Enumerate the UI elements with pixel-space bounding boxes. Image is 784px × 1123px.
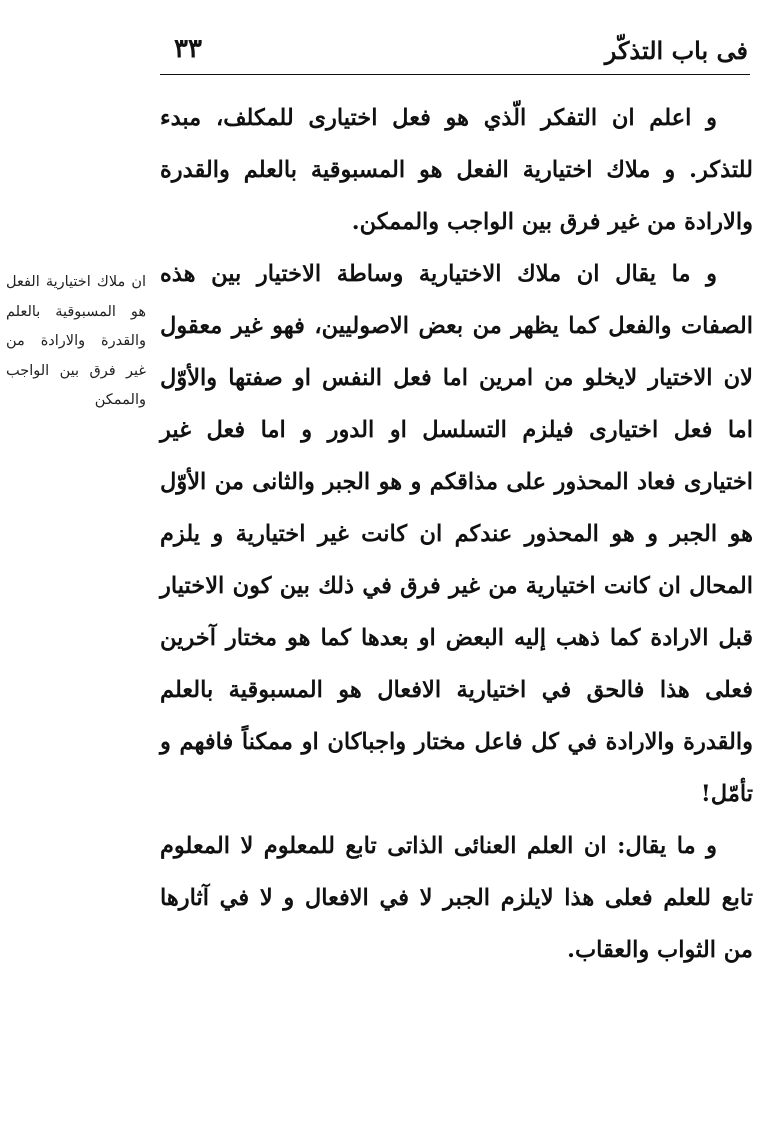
margin-note: ان ملاك اختیاریة الفعل هو المسبوقیة بالعلم والقدرة والارادة من غیر فرق بین الواجب والممکن (6, 274, 146, 408)
paragraph: و اعلم ان التفکر الّذي هو فعل اختیاری للمکلف، مبدء للتذکر. و ملاك اختیاریة الفعل هو المسبوقیة بالعلم والقدرة والارادة من غیر فرق بین الواجب والممکن. (160, 105, 753, 235)
chapter-title: فی باب التذکّر (604, 36, 748, 65)
page-number: ۳۳ (174, 34, 202, 64)
paragraph: و ما یقال ان ملاك الاختیاریة وساطة الاختیار بین هذه الصفات والفعل کما یظهر من بعض الاصولیین، فهو غیر معقول لان الاختیار لایخلو من امرین اما فعل النفس او صفتها والأوّل اما فعل اختیاری فیلزم التسلسل او الدور و اما فعل غیر اختیاری فعاد المحذور علی مذاقکم و هو الجبر والثانی من الأوّل هو الجبر و هو المحذور عندکم ان کانت غیر اختیاریة و یلزم المحال ان کانت اختیاریة من غیر فرق في ذلك بین کون الاختیار قبل الارادة کما ذهب إلیه البعض او بعدها کما هو مختار آخرین فعلی هذا فالحق في اختیاریة الافعال هو المسبوقیة بالعلم والقدرة والارادة في کل فاعل مختار واجباکان او ممکناً فافهم و تأمّل! (160, 261, 753, 807)
running-header (160, 30, 750, 75)
main-text (160, 92, 753, 976)
paragraph: و ما یقال: ان العلم العنائی الذاتی تابع للمعلوم لا المعلوم تابع للعلم فعلی هذا لایلزم الجبر لا في الافعال و لا في آثارها من الثواب والعقاب. (160, 833, 753, 963)
